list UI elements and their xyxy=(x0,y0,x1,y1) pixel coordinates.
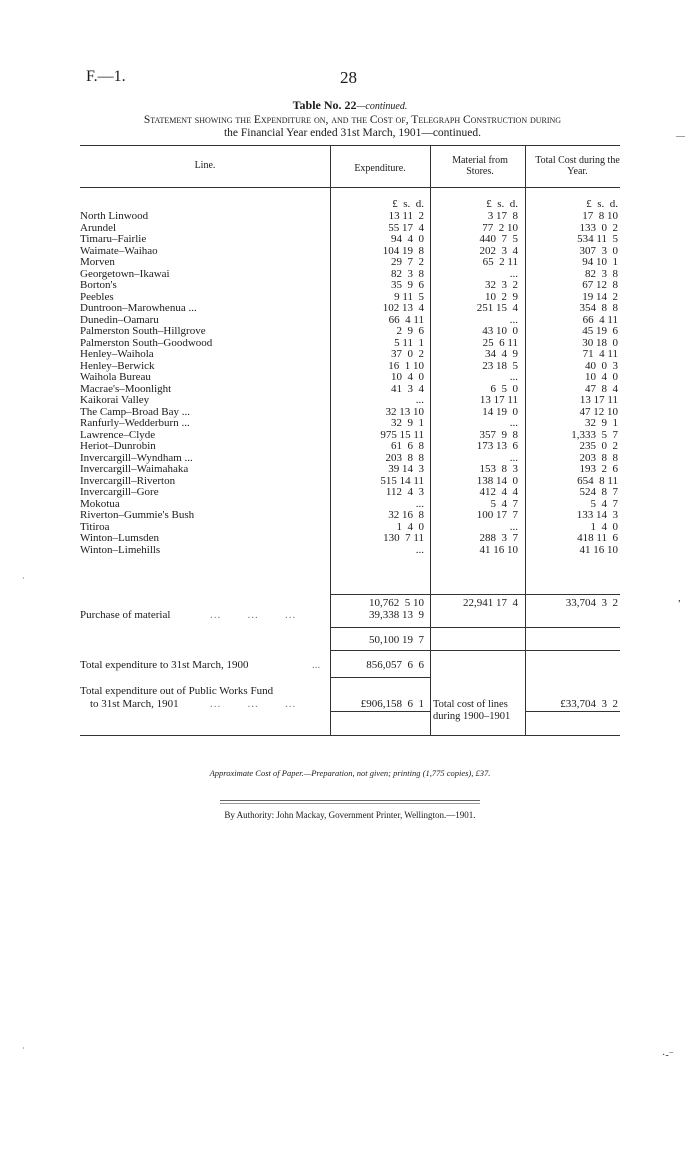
row-expenditure: 16 1 10 xyxy=(388,359,424,372)
col-head-material: Material from Stores. xyxy=(452,155,508,177)
subtotal-exp: 10,762 5 10 xyxy=(369,597,424,609)
row-expenditure: 94 4 0 xyxy=(391,233,424,245)
table-title-text: Table No. 22 xyxy=(292,98,357,112)
col-head-expenditure: Expenditure. xyxy=(354,163,406,174)
row-total: 654 8 11 xyxy=(577,474,618,487)
subtotal-mat: 22,941 17 4 xyxy=(463,597,518,609)
row-line-name: Heriot–Dunrobin xyxy=(80,441,156,452)
table-row xyxy=(80,487,620,499)
row-line-name: Palmerston South–Hillgrove xyxy=(80,326,206,337)
sum1-rule-top xyxy=(330,627,620,628)
row-expenditure: 9 11 5 xyxy=(394,290,424,303)
row-material: 153 8 3 xyxy=(479,463,518,475)
row-material: 77 2 10 xyxy=(482,221,518,234)
table-row xyxy=(80,338,620,350)
row-expenditure: 55 17 4 xyxy=(388,221,424,234)
footer-rule-2 xyxy=(220,803,480,804)
total-1900-exp: 856,057 6 6 xyxy=(366,659,424,671)
table-row xyxy=(80,441,620,453)
statement-line-2: the Financial Year ended 31st March, 1901—continued. xyxy=(223,127,482,139)
row-expenditure: 39 14 3 xyxy=(388,463,424,475)
table-row xyxy=(80,395,620,407)
table-head-rule xyxy=(80,187,620,188)
total-works-exp: £906,158 6 1 xyxy=(360,698,424,710)
row-line-name: The Camp–Broad Bay ... xyxy=(80,406,190,418)
table-row xyxy=(80,361,620,373)
row-material: 288 3 7 xyxy=(479,532,518,544)
row-expenditure: 82 3 8 xyxy=(391,267,424,280)
row-material: ... xyxy=(509,520,518,533)
col-head-total: Total Cost during the Year. xyxy=(535,155,620,177)
subtotal-rule xyxy=(330,594,620,595)
row-total: 45 19 6 xyxy=(582,325,618,337)
row-material: 251 15 4 xyxy=(476,302,518,314)
row-line-name: Invercargill–Gore xyxy=(80,487,159,498)
printer-authority: By Authority: John Mackay, Government Printer, Wellington.—1901. xyxy=(224,810,476,820)
row-line-name: Invercargill–Waimahaka xyxy=(80,464,189,475)
total-works-label-2: to 31st March, 1901 ... ... ... xyxy=(90,698,297,710)
row-expenditure: 66 4 11 xyxy=(388,313,424,326)
row-expenditure: ... xyxy=(415,394,424,406)
row-line-name: Peebles xyxy=(80,291,114,303)
purchase-label-text: Purchase of material xyxy=(80,609,171,621)
table-row xyxy=(80,246,620,258)
row-material: 173 13 6 xyxy=(476,440,518,452)
row-total: 235 0 2 xyxy=(579,440,618,452)
row-expenditure: 515 14 11 xyxy=(380,474,424,487)
row-line-name: Henley–Berwick xyxy=(80,360,155,372)
row-total: 47 12 10 xyxy=(579,405,618,418)
row-line-name: Timaru–Fairlie xyxy=(80,234,147,245)
col-head-line: Line. xyxy=(194,160,216,171)
table-row xyxy=(80,510,620,522)
row-expenditure: 35 9 6 xyxy=(391,279,424,291)
row-expenditure: 975 15 11 xyxy=(380,428,424,441)
row-expenditure: 61 6 8 xyxy=(391,440,424,452)
footer-rule-1 xyxy=(220,800,480,801)
table-row xyxy=(80,430,620,442)
row-line-name: Georgetown–Ikawai xyxy=(80,268,170,280)
row-total: 67 12 8 xyxy=(582,279,618,291)
row-total: 47 8 4 xyxy=(585,382,618,395)
row-line-name: Macrae's–Moonlight xyxy=(80,383,172,395)
row-material: ... xyxy=(509,371,518,383)
row-material: ... xyxy=(509,451,518,464)
row-material: ... xyxy=(509,417,518,429)
row-expenditure: 203 8 8 xyxy=(385,451,424,464)
row-line-name: Henley–Waihola xyxy=(80,349,154,360)
row-total: 32 9 1 xyxy=(585,417,618,429)
row-total: 13 17 11 xyxy=(579,394,618,406)
row-total: 1,333 5 7 xyxy=(571,428,618,441)
row-material: 357 9 8 xyxy=(479,428,518,441)
row-total: 82 3 8 xyxy=(585,267,618,280)
table-row xyxy=(80,384,620,396)
row-expenditure: ... xyxy=(415,543,424,556)
row-expenditure: ... xyxy=(415,497,424,510)
table-row xyxy=(80,349,620,361)
row-material: 34 4 9 xyxy=(485,348,518,360)
purchase-label: Purchase of material ... ... ... xyxy=(80,609,297,621)
row-total: 30 18 0 xyxy=(582,336,618,349)
total-cost-lines-label-1: Total cost of lines xyxy=(433,699,508,710)
table-row xyxy=(80,257,620,269)
table-top-rule xyxy=(80,145,620,146)
row-line-name: Waimate–Waihao xyxy=(80,245,158,257)
row-material: 23 18 5 xyxy=(482,359,518,372)
total-works-label-2-text: to 31st March, 1901 xyxy=(90,698,179,710)
row-total: 94 10 1 xyxy=(582,256,618,268)
table-row xyxy=(80,269,620,281)
row-line-name: Lawrence–Clyde xyxy=(80,429,156,441)
table-row xyxy=(80,280,620,292)
row-material: 3 17 8 xyxy=(487,210,518,222)
table-row xyxy=(80,315,620,327)
table-body xyxy=(80,211,620,556)
row-material: 412 4 4 xyxy=(479,486,518,498)
row-material: 43 10 0 xyxy=(482,325,518,337)
row-total: 203 8 8 xyxy=(579,451,618,464)
row-line-name: Invercargill–Riverton xyxy=(80,475,176,487)
row-material: ... xyxy=(509,313,518,326)
row-material: 6 5 0 xyxy=(490,382,518,395)
row-line-name: Arundel xyxy=(80,222,117,234)
row-material: 25 6 11 xyxy=(482,336,518,349)
row-line-name: Ranfurly–Wedderburn ... xyxy=(80,418,190,429)
scan-mark: · xyxy=(22,574,25,583)
row-total: 534 11 5 xyxy=(577,233,618,245)
total-1900-label: Total expenditure to 31st March, 1900 xyxy=(80,659,249,671)
statement-heading xyxy=(80,114,625,140)
row-material: 440 7 5 xyxy=(479,233,518,245)
total-1900-dots: ... xyxy=(312,659,321,671)
table-row xyxy=(80,234,620,246)
scan-mark: — xyxy=(676,131,685,141)
scan-mark: · xyxy=(22,1044,25,1053)
table-row xyxy=(80,407,620,419)
row-material: 202 3 4 xyxy=(479,244,518,257)
row-material: ... xyxy=(509,267,518,280)
row-line-name: Winton–Lumsden xyxy=(80,533,159,544)
row-total: 10 4 0 xyxy=(585,371,618,383)
row-material: 138 14 0 xyxy=(476,474,518,487)
sum1-exp: 50,100 19 7 xyxy=(369,634,424,646)
row-material: 65 2 11 xyxy=(482,256,518,268)
row-line-name: Palmerston South–Goodwood xyxy=(80,337,213,349)
row-line-name: Riverton–Gummie's Bush xyxy=(80,510,195,521)
sum1-rule-bottom xyxy=(330,650,620,651)
row-line-name: North Linwood xyxy=(80,211,149,222)
total-works-tot: £33,704 3 2 xyxy=(560,698,618,710)
table-row xyxy=(80,464,620,476)
row-expenditure: 29 7 2 xyxy=(391,256,424,268)
scan-mark: , xyxy=(678,592,681,604)
row-total: 418 11 6 xyxy=(577,532,618,544)
row-material: 14 19 0 xyxy=(482,405,518,418)
row-expenditure: 5 11 1 xyxy=(394,336,424,349)
row-expenditure: 41 3 4 xyxy=(391,382,424,395)
row-total: 133 14 3 xyxy=(576,509,618,521)
row-expenditure: 104 19 8 xyxy=(382,244,424,257)
table-row xyxy=(80,223,620,235)
row-total: 524 8 7 xyxy=(579,486,618,498)
table-bottom-rule xyxy=(80,735,620,736)
row-material: 100 17 7 xyxy=(476,509,518,521)
total-works-rule-2 xyxy=(525,711,620,712)
row-total: 41 16 10 xyxy=(579,543,618,556)
row-expenditure: 1 4 0 xyxy=(396,520,424,533)
row-total: 19 14 2 xyxy=(582,290,618,303)
table-row xyxy=(80,303,620,315)
table-row xyxy=(80,533,620,545)
row-line-name: Borton's xyxy=(80,280,117,291)
document-reference: F.—1. xyxy=(86,68,126,85)
row-expenditure: 130 7 11 xyxy=(383,532,424,544)
row-expenditure: 32 9 1 xyxy=(391,417,424,429)
row-expenditure: 37 0 2 xyxy=(391,348,424,360)
total-works-label-1: Total expenditure out of Public Works Fund xyxy=(80,685,274,697)
row-expenditure: 10 4 0 xyxy=(391,371,424,383)
row-line-name: Kaikorai Valley xyxy=(80,395,150,406)
table-row xyxy=(80,326,620,338)
row-material: 32 3 2 xyxy=(485,279,518,291)
unit-exp: £ s. d. xyxy=(392,198,424,210)
table-row xyxy=(80,211,620,223)
table-row xyxy=(80,418,620,430)
row-expenditure: 32 13 10 xyxy=(385,405,424,418)
table-row xyxy=(80,453,620,465)
row-total: 5 4 7 xyxy=(590,497,618,510)
row-expenditure: 32 16 8 xyxy=(388,509,424,521)
total-1900-rule xyxy=(330,677,430,678)
row-material: 13 17 11 xyxy=(479,394,518,406)
row-total: 1 4 0 xyxy=(590,520,618,533)
row-total: 133 0 2 xyxy=(579,221,618,234)
table-title-suffix: —continued. xyxy=(356,101,408,112)
row-expenditure: 102 13 4 xyxy=(382,302,424,314)
row-total: 17 8 10 xyxy=(582,210,618,222)
purchase-exp: 39,338 13 9 xyxy=(369,609,424,621)
row-line-name: Winton–Limehills xyxy=(80,544,161,556)
row-total: 71 4 11 xyxy=(582,348,618,360)
row-expenditure: 112 4 3 xyxy=(385,486,424,498)
row-line-name: Waihola Bureau xyxy=(80,372,151,383)
row-expenditure: 2 9 6 xyxy=(396,325,424,337)
table-row xyxy=(80,476,620,488)
subtotal-tot: 33,704 3 2 xyxy=(565,597,618,609)
unit-tot: £ s. d. xyxy=(586,198,618,210)
row-total: 193 2 6 xyxy=(579,463,618,475)
total-cost-lines-label-2: during 1900–1901 xyxy=(433,711,511,722)
table-row xyxy=(80,545,620,557)
total-works-rule-1 xyxy=(330,711,430,712)
row-expenditure: 13 11 2 xyxy=(388,210,424,222)
unit-mat: £ s. d. xyxy=(486,198,518,210)
table-row xyxy=(80,499,620,511)
row-line-name: Mokotua xyxy=(80,498,120,510)
row-material: 10 2 9 xyxy=(485,290,518,303)
row-line-name: Invercargill–Wyndham ... xyxy=(80,452,193,464)
cost-of-paper-note: Approximate Cost of Paper.—Preparation, not given; printing (1,775 copies), £37. xyxy=(209,768,491,778)
row-total: 307 3 0 xyxy=(579,244,618,257)
row-material: 5 4 7 xyxy=(490,497,518,510)
row-line-name: Duntroon–Marowhenua ... xyxy=(80,303,197,314)
table-row xyxy=(80,292,620,304)
table-row xyxy=(80,372,620,384)
table-title xyxy=(0,98,700,113)
row-total: 354 8 8 xyxy=(579,302,618,314)
page-number: 28 xyxy=(340,68,357,87)
row-line-name: Titiroa xyxy=(80,521,110,533)
scan-mark: ·‐⁻ xyxy=(662,1050,674,1061)
row-line-name: Dunedin–Oamaru xyxy=(80,314,159,326)
row-total: 66 4 11 xyxy=(582,313,618,326)
statement-line-1: Statement showing the Expenditure on, and the Cost of, Telegraph Construction during xyxy=(143,114,562,126)
row-line-name: Morven xyxy=(80,257,115,268)
row-total: 40 0 3 xyxy=(585,359,618,372)
row-material: 41 16 10 xyxy=(479,543,518,556)
table-row xyxy=(80,522,620,534)
